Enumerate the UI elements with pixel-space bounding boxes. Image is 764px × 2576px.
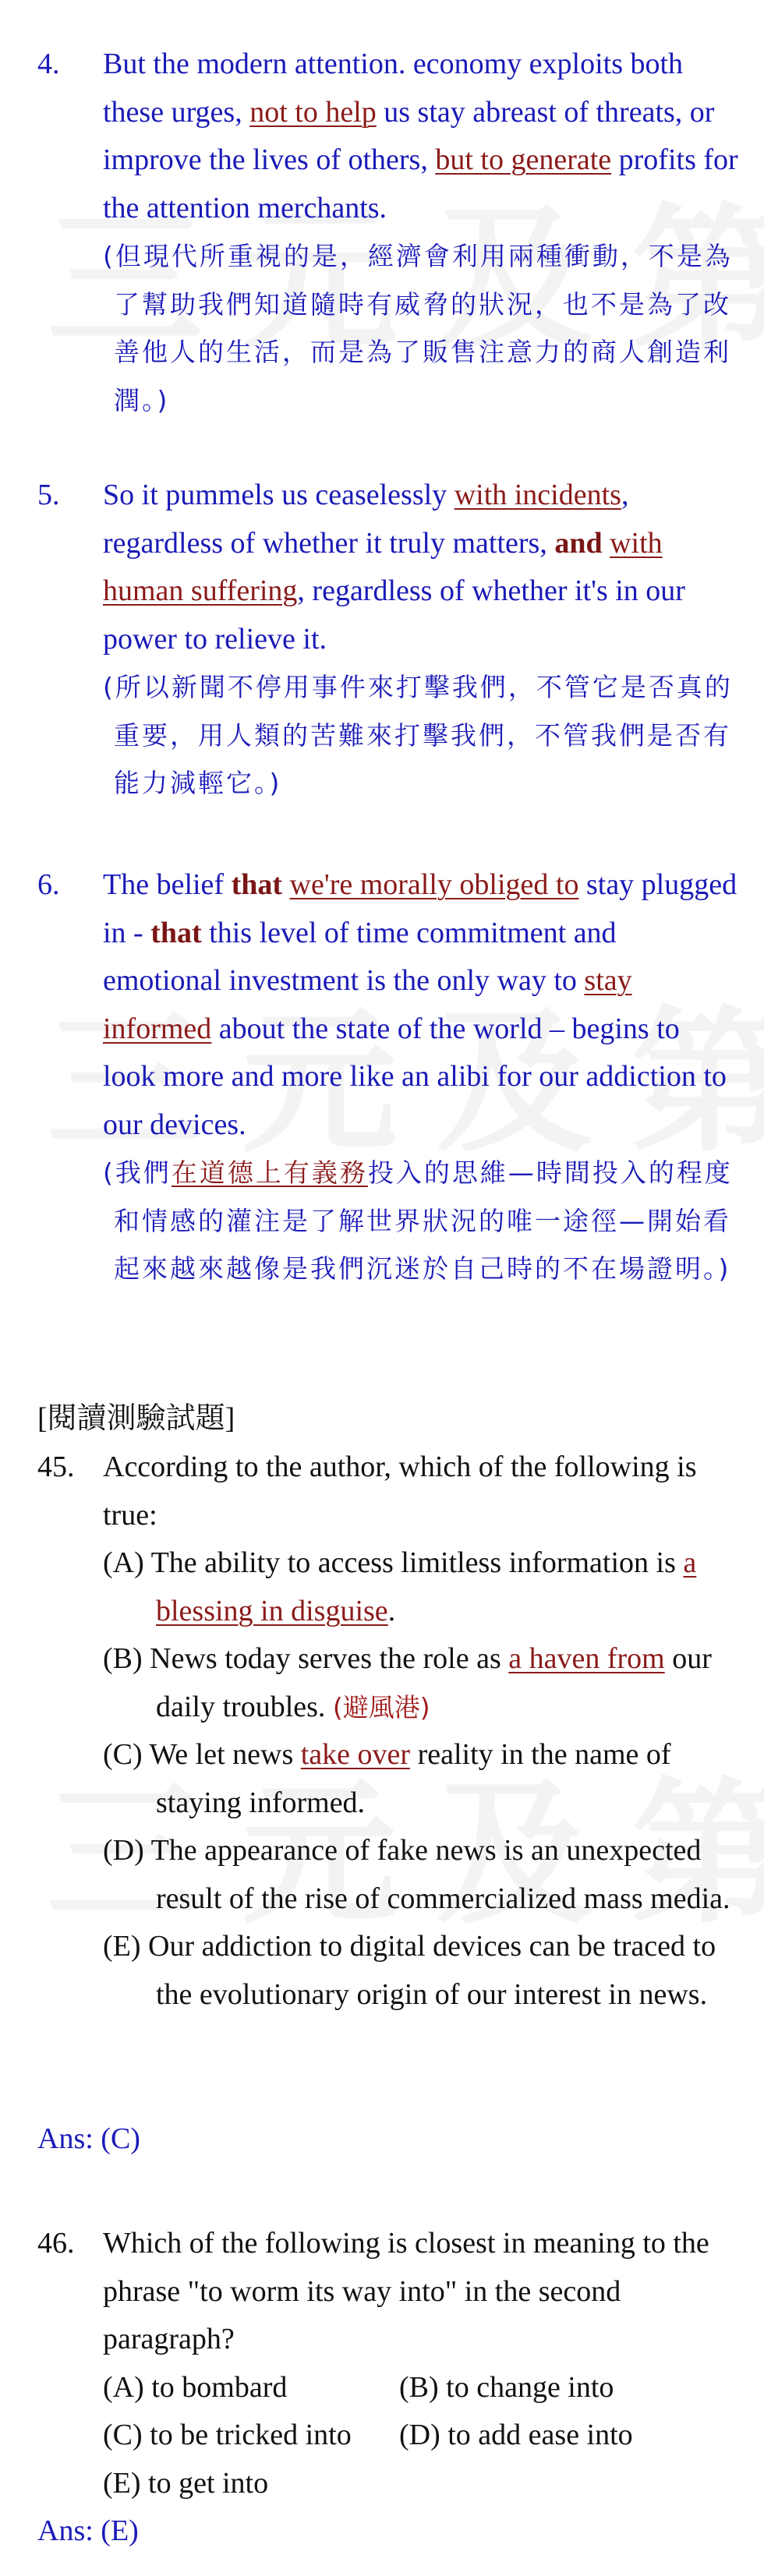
bold-word: and — [554, 526, 603, 560]
answer: Ans: (E) — [37, 2514, 139, 2547]
option-c: (C) to be tricked into — [103, 2419, 352, 2451]
question-number: 45. — [37, 1451, 75, 1483]
highlight-phrase: not to help — [249, 95, 377, 129]
bold-word: that — [150, 916, 202, 949]
bold-word: that — [231, 868, 283, 901]
paragraph-chinese: (但現代所重視的是，經濟會利用兩種衝動，不是為了幫助我們知道隨時有威脅的狀況，也不是為了改善他人的生活，而是為了販售注意力的商人創造利潤。) — [103, 241, 733, 415]
option-b: (B) to change into — [399, 2370, 614, 2404]
answer: Ans: (C) — [37, 2122, 140, 2155]
paragraph-english: The belief that we're morally obliged to stay plugged in - that this level of time commitment and emotional investment is the only way to stay informed about the state of the world – begins to look more and more like an alibi for our addiction to our devices. — [103, 868, 737, 1141]
option-e: (E) Our addiction to digital devices can be traced to the evolutionary origin of our interest in news. — [103, 1930, 716, 2011]
paragraph-4 — [37, 41, 739, 424]
paragraph-number: 6. — [37, 868, 60, 901]
question-stem: According to the author, which of the following is true: — [103, 1451, 697, 1532]
option-e: (E) to get into — [103, 2466, 269, 2500]
highlight-phrase: we're morally obliged to — [289, 868, 579, 901]
section-title: [閱讀測驗試題] — [37, 1402, 235, 1435]
paragraph-number: 4. — [37, 48, 60, 80]
paragraph-5 — [37, 472, 739, 807]
options-row — [103, 2412, 739, 2460]
paragraph-chinese: (我們在道德上有義務投入的思維—時間投入的程度和情感的灌注是了解世界狀況的唯一途徑—開始看起來越來越像是我們沉迷於自己時的不在場證明。) — [103, 1157, 733, 1284]
highlight-phrase: 在道德上有義務 — [171, 1157, 368, 1188]
option-a: (A) The ability to access limitless information is a blessing in disguise. — [103, 1546, 697, 1627]
option-d: (D) The appearance of fake news is an unexpected result of the rise of commercialized mass media. — [103, 1834, 730, 1915]
paragraph-chinese: (所以新聞不停用事件來打擊我們，不管它是否真的重要，用人類的苦難來打擊我們，不管我們是否有能力減輕它。) — [103, 672, 733, 798]
option-b: (B) News today serves the role as a haven from our daily troubles. (避風港) — [103, 1642, 712, 1723]
question-45 — [37, 1443, 739, 2019]
highlight-phrase: a haven from — [508, 1642, 665, 1675]
highlight-phrase: stay informed — [103, 964, 632, 1045]
highlight-phrase: but to generate — [435, 143, 612, 176]
paragraph-6 — [37, 861, 739, 1293]
options-row — [103, 2364, 739, 2412]
option-a: (A) to bombard — [103, 2370, 288, 2404]
highlight-phrase: take over — [300, 1738, 411, 1771]
question-stem: Which of the following is closest in meaning to the phrase "to worm its way into" in the second paragraph? — [103, 2227, 709, 2355]
paragraph-english: So it pummels us ceaselessly with incidents, regardless of whether it truly matters, and with human suffering, regardless of whether it's in our power to relieve it. — [103, 479, 685, 655]
chinese-gloss: (避風港) — [332, 1691, 430, 1723]
highlight-phrase: with human suffering — [103, 526, 663, 607]
question-46 — [37, 2220, 739, 2507]
option-d: (D) to add ease into — [399, 2419, 633, 2451]
options-row — [103, 2460, 739, 2508]
option-c: (C) We let news take over reality in the name of staying informed. — [103, 1738, 671, 1819]
question-number: 46. — [37, 2227, 75, 2260]
paragraph-number: 5. — [37, 479, 60, 511]
highlight-phrase: a blessing in disguise — [156, 1546, 697, 1627]
highlight-phrase: with incidents — [454, 479, 621, 511]
paragraph-english: But the modern attention. economy exploits both these urges, not to help us stay abreast of threats, or improve the lives of others, but to generate profits for the attention merchants. — [103, 48, 738, 224]
